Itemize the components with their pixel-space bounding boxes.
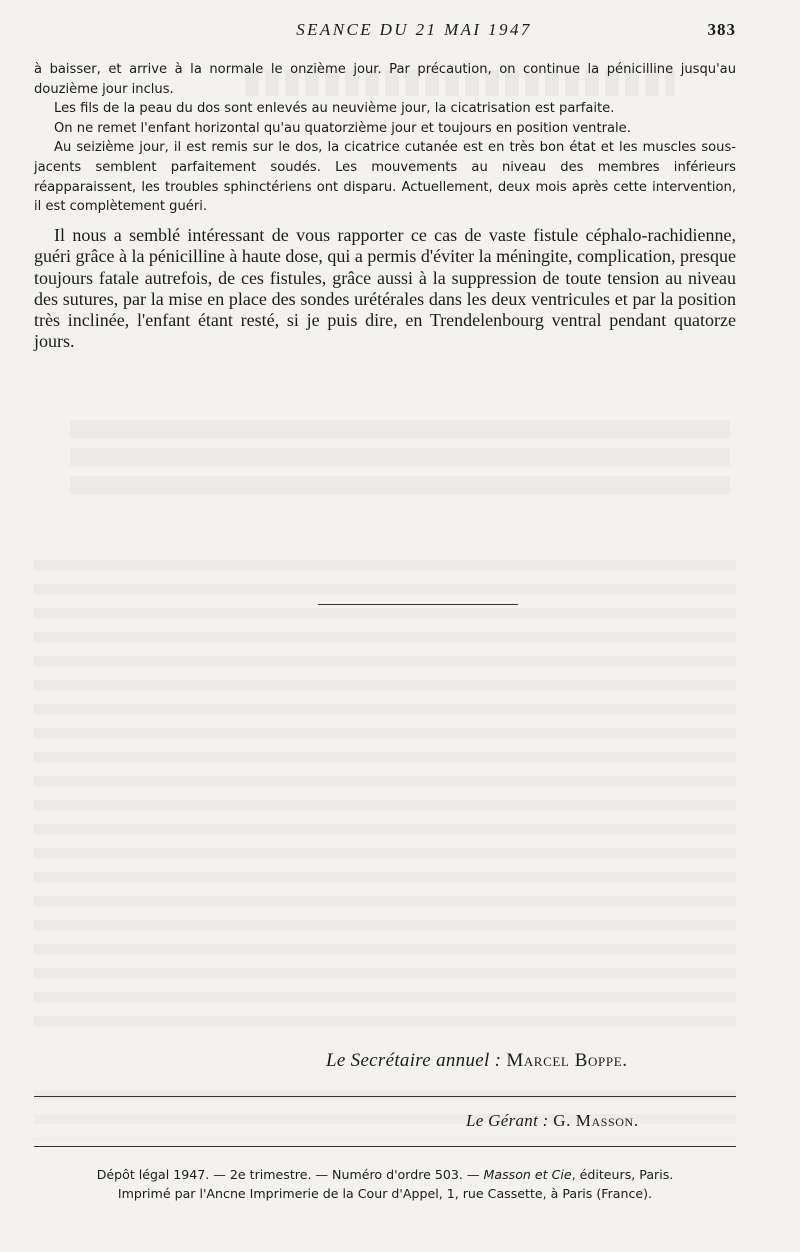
gerant-name: G. Masson. bbox=[553, 1111, 639, 1130]
gerant-label: Le Gérant : bbox=[466, 1111, 549, 1130]
paragraph: à baisser, et arrive à la normale le onzième jour. Par précaution, on continue la pénicilline jusqu'au douzième jour inclus. bbox=[34, 62, 736, 97]
page-number: 383 bbox=[707, 20, 736, 39]
separator-rule bbox=[34, 1096, 736, 1097]
paragraph: Les fils de la peau du dos sont enlevés au neuvième jour, la cicatrisation est parfaite. bbox=[54, 101, 615, 117]
running-title: SEANCE DU 21 MAI 1947 bbox=[296, 20, 532, 39]
secretary-signature bbox=[326, 1050, 628, 1072]
bleed-through-body bbox=[34, 560, 736, 1030]
signature-label: Le Secrétaire annuel : bbox=[326, 1050, 502, 1071]
legal-imprint bbox=[34, 1165, 736, 1203]
paragraph: Au seizième jour, il est remis sur le dos, la cicatrice cutanée est en très bon état et les muscles sous-jacents semblent parfaitement soudés. Les mouvements au niveau des membres inférieurs réapparaissent, les troubles sphinctériens ont disparu. Actuellement, deux mois après cette intervention, il est complètement guéri. bbox=[34, 140, 736, 215]
imprint-suffix: , éditeurs, Paris. bbox=[571, 1167, 674, 1182]
imprint-line-2: Imprimé par l'Ancne Imprimerie de la Cour d'Appel, 1, rue Cassette, à Paris (France). bbox=[117, 1186, 653, 1201]
running-header bbox=[34, 20, 736, 44]
case-report-continuation bbox=[34, 60, 736, 217]
publisher-name: Masson et Cie bbox=[483, 1167, 572, 1182]
separator-rule bbox=[318, 604, 518, 605]
imprint-line-1 bbox=[34, 1165, 736, 1184]
imprint-prefix: Dépôt légal 1947. — 2e trimestre. — Numéro d'ordre 503. — bbox=[96, 1167, 484, 1182]
separator-rule bbox=[34, 1146, 736, 1147]
conclusion-paragraph: Il nous a semblé intéressant de vous rapporter ce cas de vaste fistule céphalo-rachidienne, guéri grâce à la pénicilline à haute dose, qui a permis d'éviter la méningite, complication, presque toujours fatale autrefois, de ces fistules, grâce aussi à la suppression de toute tension au niveau des sutures, par la mise en place des sondes urétérales dans les deux ventricules et par la position très inclinée, l'enfant étant resté, si je puis dire, en Trendelenbourg ventral pendant quatorze jours. bbox=[34, 225, 736, 352]
paragraph: On ne remet l'enfant horizontal qu'au quatorzième jour et toujours en position ventrale. bbox=[54, 120, 631, 136]
gerant-signature bbox=[466, 1111, 639, 1131]
bleed-through-block bbox=[70, 420, 730, 500]
signature-name: Marcel Boppe. bbox=[506, 1050, 628, 1071]
